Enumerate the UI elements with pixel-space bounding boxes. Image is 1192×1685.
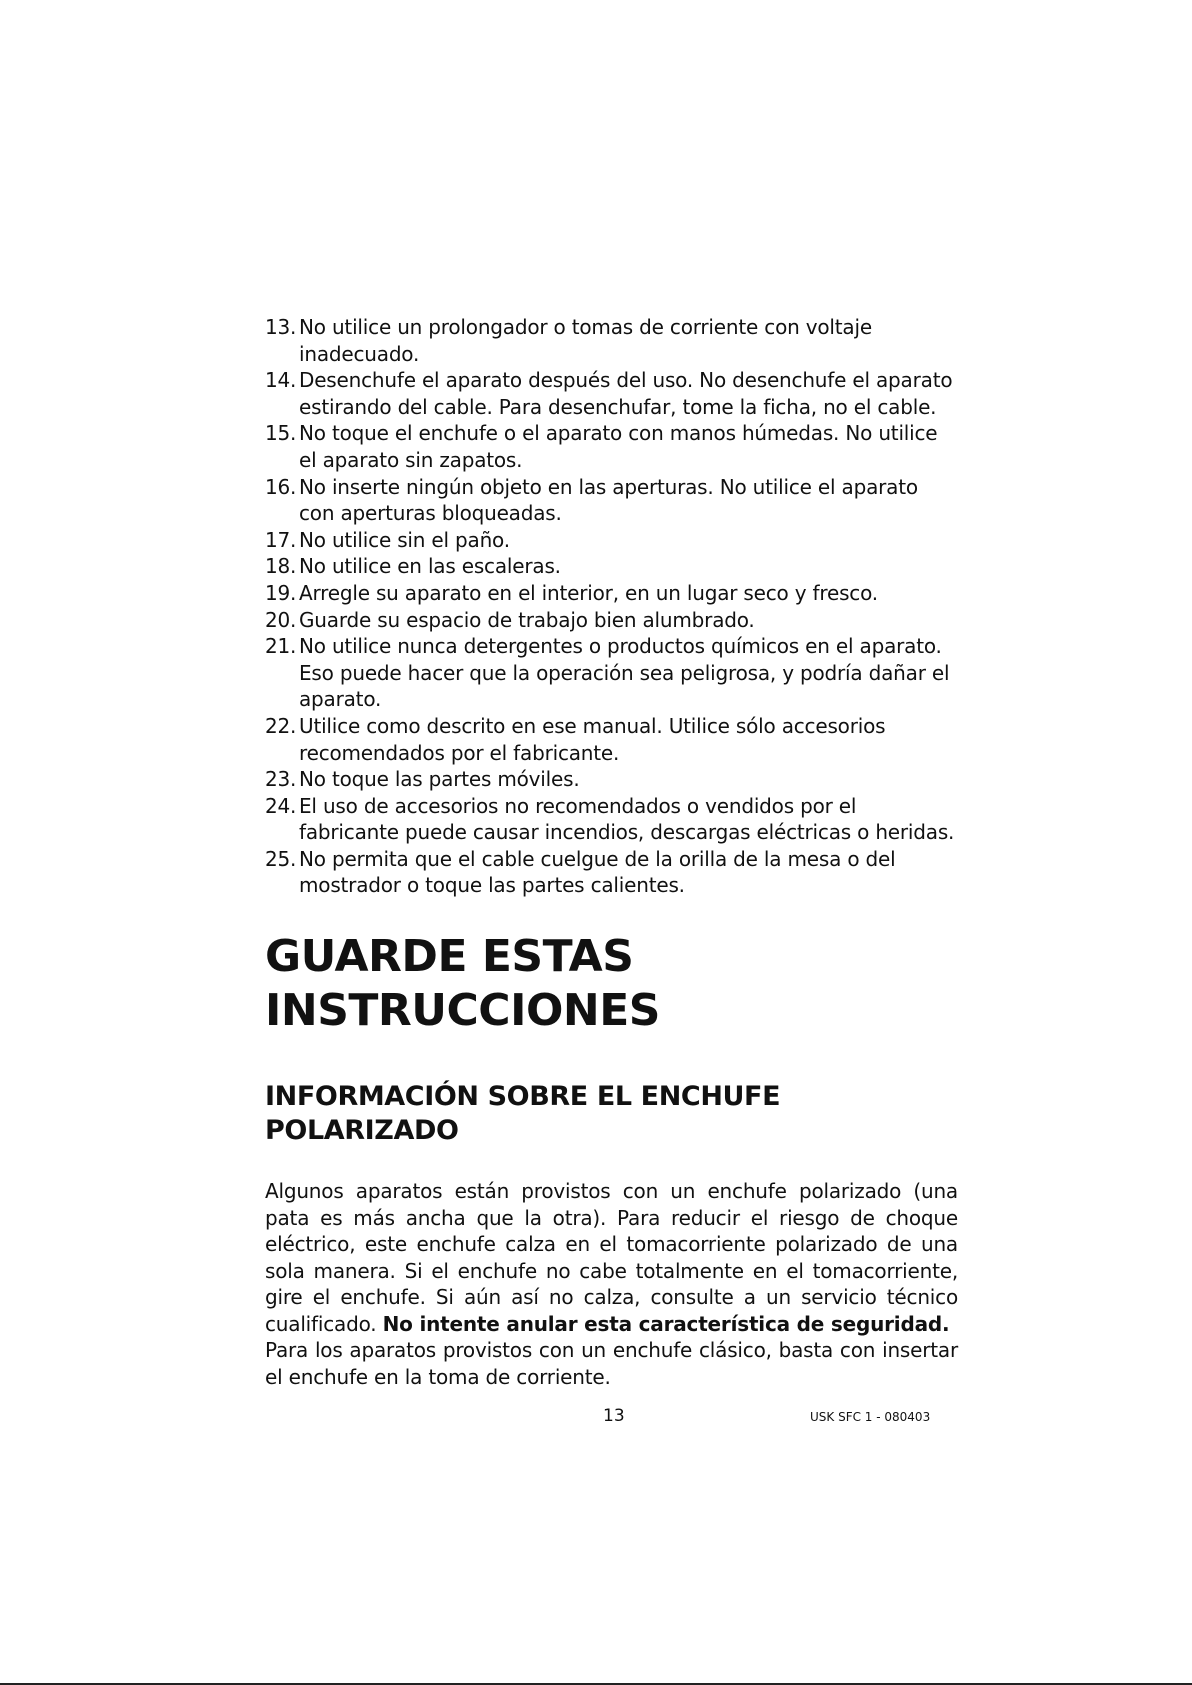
list-item xyxy=(265,420,958,473)
list-item xyxy=(265,580,958,607)
list-item xyxy=(265,846,958,899)
page-number: 13 xyxy=(603,1406,625,1426)
item-number: 17. xyxy=(265,527,297,552)
paragraph-text: Algunos aparatos están provistos con un enchufe polarizado (una pata es más ancha que la otra). Para reducir el riesgo de choque eléctrico, este enchufe calza en el tomacorriente polarizado de una sola manera. Si el enchufe no cabe totalmente en el tomacorriente, gire el enchufe. Si aún así no calza, consulte a un servicio técnico cualificado. xyxy=(265,1179,958,1336)
instruction-list xyxy=(265,314,958,899)
item-number: 16. xyxy=(265,474,297,499)
item-text: No toque las partes móviles. xyxy=(299,767,580,792)
list-item xyxy=(265,474,958,527)
item-number: 19. xyxy=(265,580,297,605)
list-item xyxy=(265,367,958,420)
list-item xyxy=(265,314,958,367)
item-number: 20. xyxy=(265,607,297,632)
page-content xyxy=(265,314,958,1390)
item-text: Desenchufe el aparato después del uso. No desenchufe el aparato estirando del cable. Para desenchufar, tome la ficha, no el cable. xyxy=(299,368,953,419)
main-heading: GUARDE ESTAS INSTRUCCIONES xyxy=(265,931,660,1037)
list-item xyxy=(265,713,958,766)
item-number: 15. xyxy=(265,421,297,446)
list-item xyxy=(265,607,958,634)
item-number: 22. xyxy=(265,713,297,738)
item-text: No toque el enchufe o el aparato con manos húmedas. No utilice el aparato sin zapatos. xyxy=(299,421,938,472)
list-item xyxy=(265,633,958,713)
item-text: Arregle su aparato en el interior, en un lugar seco y fresco. xyxy=(299,580,878,605)
polarized-plug-paragraph xyxy=(265,1178,958,1337)
item-number: 13. xyxy=(265,315,297,339)
item-text: No utilice sin el paño. xyxy=(299,527,510,552)
list-item xyxy=(265,553,958,580)
list-item xyxy=(265,793,958,846)
item-text: Guarde su espacio de trabajo bien alumbrado. xyxy=(299,607,755,632)
item-number: 25. xyxy=(265,846,297,871)
item-number: 24. xyxy=(265,793,297,818)
classic-plug-paragraph: Para los aparatos provistos con un enchufe clásico, basta con insertar el enchufe en la toma de corriente. xyxy=(265,1338,958,1389)
item-text: No utilice nunca detergentes o productos químicos en el aparato. Eso puede hacer que la operación sea peligrosa, y podría dañar el aparato. xyxy=(299,634,950,712)
item-text: No utilice un prolongador o tomas de corriente con voltaje inadecuado. xyxy=(299,315,872,366)
document-code: USK SFC 1 - 080403 xyxy=(810,1410,931,1424)
item-text: No utilice en las escaleras. xyxy=(299,554,561,579)
item-text: No permita que el cable cuelgue de la orilla de la mesa o del mostrador o toque las partes calientes. xyxy=(299,846,896,898)
list-item xyxy=(265,527,958,554)
item-number: 18. xyxy=(265,554,297,579)
item-number: 14. xyxy=(265,368,297,393)
item-number: 23. xyxy=(265,767,297,792)
section-heading: INFORMACIÓN SOBRE EL ENCHUFE POLARIZADO xyxy=(265,1081,781,1147)
safety-warning: No intente anular esta característica de seguridad. xyxy=(382,1311,950,1336)
item-text: El uso de accesorios no recomendados o vendidos por el fabricante puede causar incendios, descargas eléctricas o heridas. xyxy=(299,793,955,845)
item-text: Utilice como descrito en ese manual. Utilice sólo accesorios recomendados por el fabricante. xyxy=(299,713,886,765)
item-number: 21. xyxy=(265,634,297,659)
item-text: No inserte ningún objeto en las aperturas. No utilice el aparato con aperturas bloqueadas. xyxy=(299,474,918,526)
list-item xyxy=(265,766,958,793)
